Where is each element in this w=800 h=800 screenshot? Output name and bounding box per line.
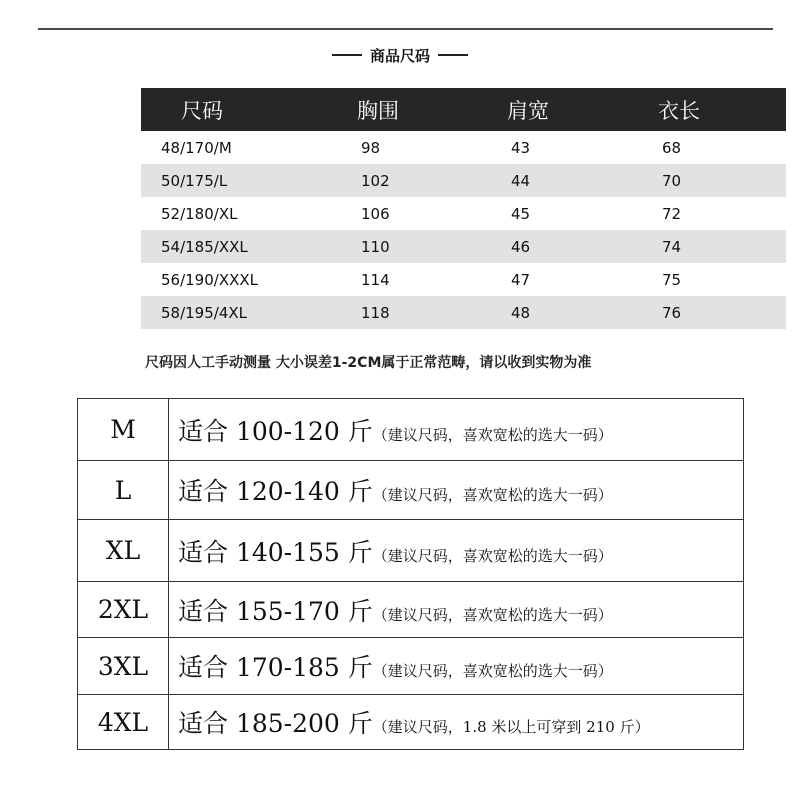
title-left-line <box>332 54 362 56</box>
weight-size-label: 4XL <box>78 695 169 750</box>
weight-row <box>78 582 744 638</box>
cell-length: 76 <box>636 296 786 329</box>
cell-chest: 98 <box>361 138 381 157</box>
weight-row <box>78 638 744 695</box>
weight-row <box>78 520 744 582</box>
weight-range: 适合 140-155 斤 <box>178 537 373 567</box>
cell-shoulder: 48 <box>483 296 636 329</box>
weight-size-label: XL <box>78 520 169 582</box>
weight-size-label: 2XL <box>78 582 169 638</box>
size-chart-header-row <box>141 88 786 131</box>
cell-size: 56/190/XXXL <box>161 270 259 289</box>
cell-size: 48/170/M <box>161 138 232 157</box>
column-header-chest: 胸围 <box>340 88 483 131</box>
weight-range: 适合 120-140 斤 <box>178 477 373 506</box>
cell-size: 58/195/4XL <box>141 296 340 329</box>
cell-shoulder: 43 <box>511 138 531 157</box>
title-right-line <box>438 54 468 56</box>
weight-range: 适合 170-185 斤 <box>178 653 373 682</box>
cell-chest: 106 <box>361 204 390 223</box>
weight-range: 适合 155-170 斤 <box>178 596 373 626</box>
table-row <box>141 230 786 263</box>
column-header-size: 尺码 <box>141 88 340 131</box>
weight-description <box>169 461 744 520</box>
column-header-shoulder: 肩宽 <box>483 88 636 131</box>
table-row <box>141 131 786 164</box>
weight-row <box>78 695 744 750</box>
top-divider <box>38 28 773 30</box>
weight-description <box>169 399 744 461</box>
column-header-length: 衣长 <box>636 88 786 131</box>
weight-row <box>78 461 744 520</box>
measurement-note: 尺码因人工手动测量 大小误差1-2CM属于正常范畴，请以收到实物为准 <box>145 355 592 371</box>
table-row <box>141 164 786 197</box>
table-row <box>141 296 786 329</box>
weight-description <box>169 638 744 695</box>
weight-hint: （建议尺码，1.8 米以上可穿到 210 斤） <box>372 718 650 736</box>
weight-size-label: 3XL <box>78 638 169 695</box>
size-chart-table <box>141 88 786 329</box>
page-title: 商品尺码 <box>369 46 430 65</box>
weight-range: 适合 185-200 斤 <box>178 709 373 738</box>
cell-length: 68 <box>662 138 682 157</box>
cell-length: 75 <box>662 270 682 289</box>
weight-range: 适合 100-120 斤 <box>178 416 373 446</box>
cell-chest: 118 <box>340 296 483 329</box>
cell-length: 72 <box>662 204 682 223</box>
table-row <box>141 197 786 230</box>
cell-chest: 102 <box>340 164 483 197</box>
cell-size: 52/180/XL <box>161 204 238 223</box>
cell-shoulder: 47 <box>511 270 531 289</box>
weight-hint: （建议尺码，喜欢宽松的选大一码） <box>372 486 613 504</box>
cell-chest: 110 <box>340 230 483 263</box>
weight-guide-table <box>77 398 744 750</box>
weight-hint: （建议尺码，喜欢宽松的选大一码） <box>372 662 613 680</box>
weight-size-label: L <box>78 461 169 520</box>
weight-description <box>169 520 744 582</box>
weight-hint: （建议尺码，喜欢宽松的选大一码） <box>372 425 613 444</box>
cell-size: 50/175/L <box>141 164 340 197</box>
weight-row <box>78 399 744 461</box>
weight-hint: （建议尺码，喜欢宽松的选大一码） <box>372 605 613 624</box>
cell-shoulder: 46 <box>483 230 636 263</box>
weight-description <box>169 695 744 750</box>
cell-shoulder: 44 <box>483 164 636 197</box>
cell-length: 74 <box>636 230 786 263</box>
cell-shoulder: 45 <box>511 204 531 223</box>
weight-size-label: M <box>78 399 169 461</box>
cell-length: 70 <box>636 164 786 197</box>
section-title <box>0 43 800 67</box>
table-row <box>141 263 786 296</box>
cell-size: 54/185/XXL <box>141 230 340 263</box>
weight-hint: （建议尺码，喜欢宽松的选大一码） <box>372 546 613 565</box>
cell-chest: 114 <box>361 270 390 289</box>
weight-description <box>169 582 744 638</box>
